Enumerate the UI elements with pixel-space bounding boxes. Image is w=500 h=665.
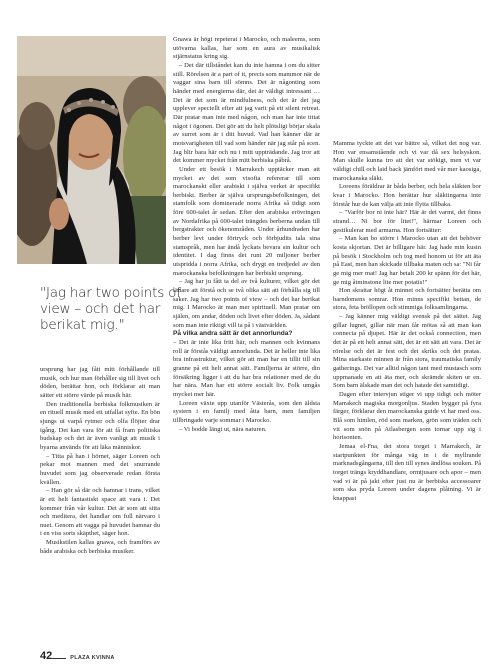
article-column-1 [40, 366, 160, 648]
paragraph: – Jag känner mig väldigt svensk på det sättet. Jag gillar lugnet, gillar när man får mötas så att man kan connecta på djupet. Här är det också connection, men det är på ett helt annat sätt, det är ett sätt att vara. Det är rörelse och det är fest och det skriks och det pratas. Mina starkaste minnen är från stora, traumatiska family gatherings. Det var alltid någon tant med mustasch som uppmanade en att äta mer, och skrämde skiten ur en. Som barn älskade man det och hatade det samtidigt. [333, 313, 481, 390]
paragraph: – Han gör så där och hamnar i trans, vilket är ett helt fantastiskt space att vara i. Det kommer från vår kultur. Det är som att sitta och meditera, det handlar om full närvaro i nuet. Genom att vagga på huvudet hamnar du i en viss sorts skäpthet, säger hon. [40, 487, 160, 538]
paragraph: ursprung har jag fått mitt förhållande till musik, och hur man förhåller sig till livet och döden, berättar hon, och förklarar att man sätter ett större värde på musik här. [40, 366, 160, 399]
paragraph: – Det är inte lika fritt här, och mannen och kvinnans roll är förstås väldigt annorlunda. Det är heller inte lika bra infrastruktur, vilket gör att man har en tillit till sin granne på ett helt annat sätt. Familjerna är större, din försäkring ligger i att du har bra relationer med de du har nära. Man har ett större socialt liv. Folk umgås mycket mer här. [173, 338, 320, 398]
paragraph: – Titta på han i hörnet, säger Loreen och pekar mot mannen med det snurrande huvudet som jag observerade redan första kvällen. [40, 452, 160, 486]
paragraph: Dagen efter intervjun stiger vi upp tidigt och möter Marrakech magiska morgonljus. Staden bygger på fyra färger, förklarar den marockanska guide vi har med oss. Blå som himlen, röd som marken, grön som träden och vit som snön på Atlasbergen som tornar upp sig i horisonten. [333, 391, 481, 442]
page-number: 42 [40, 650, 53, 662]
paragraph: Loreens föräldrar är båda berber, och hela släkten bor kvar i Marocko. Hon berättar hur släktingarna inte förstår hur de kan välja att inte flytta tillbaka. [333, 183, 481, 208]
paragraph: Gnawa är högt repeterat i Marocko, och maleems, som utövarna kallas, har som en aura av musikalisk stjärnstatus kring sig. [173, 36, 320, 61]
paragraph: Loreen växte upp utanför Västerås, som den äldsta systern i en familj med åtta barn, men familjen tillbringade varje sommar i Marocko. [173, 399, 320, 424]
article-column-2 [173, 36, 320, 642]
paragraph: – "Varför bor ni inte här? Här är det varmt, det finns strand… Ni bor för litet!", härmar Loreen och gestikulerar med armarna. Hon fortsätter: [333, 209, 481, 234]
paragraph: – Vi bodde längt ut, nära naturen. [179, 425, 267, 433]
paragraph: – Man kan bo större i Marocko utan att det behöver kosta skjortan. Det är billigare här. Jag hade min kusin på besök i Stockholm och tog med honom ut för att äta på East, men han skickade tillbaka maten och sa: "Ni får ge mig mer mat! Jag har betalt 200 kr spänn för det här, ge mig åtminstone lite mer potatis!" [333, 235, 481, 286]
article-column-3 [333, 140, 481, 645]
paragraph: Mamma tyckte att det var bättre så, vilket det nog var. Hon var ensamstående och vi var då sex helsyskon. Man skulle kunna tro att det var stökigt, men vi var väldigt chill och laid back jämfört med vår mer kaosiga, marockanska släkt. [333, 140, 481, 182]
divider [52, 658, 66, 659]
paragraph: Hon skrattar högt åt minnet och fortsätter berätta om barndomens somrar. Hon minns specifikt bettan, de stora, feta bröllopen och stimmiga folksamlingarna. [333, 287, 481, 312]
paragraph: – Det där tillståndet kan du inte hamna i om du sitter still. Rörelsen är a part of it, precis som mammor när de vaggar sina barn till sömns. Det är någonting som händer med energierna där, det är väldigt intressant …Det är det som är mindfulness, och det är det jag upplever speciellt efter att jag varit på ett silent retreat. Där pratar man inte med någon, och man har inte tittat något i ögonen. Det gör att du helt plötsligt börjar skala av surret som är i ditt huvud. Vad han känner där är motsvarigheten till vad som händer när jag står på scen. Jag blir bara här och nu i mitt uppträdande. Jag tror att det kommer mycket från mitt berbiska påbrå. [173, 61, 320, 165]
pull-quote: "Jag har two points of view – och det har berikat mig." [40, 285, 181, 333]
paragraph: Jemaa el-Fna, det stora torget i Marrakech, är startpunkten för många väg in i de myllrande marknadsgångarna, till den till synes ändlösa souken. På torget trängs kryddhandlare, ormtjusare och apor – men vad vi är på jakt efter just nu är berbiska accessoarer som ska pryda Loreen under dagens plåtning. Vi är knappast [333, 442, 481, 502]
publication-name: PLAZA KVINNA [70, 655, 115, 661]
paragraph: – Jag har ju fått ta del av två kulturer, vilket gör det lättare att förstå och se två olika sätt att förhålla sig till saker. Jag har two points of view – och det har berikat mig. I Marocko är man mer spirituell. Man pratar om själen, om andar, döden och livet efter döden. Ja, sådant som man inte riktigt vill ta på i västvärlden. [173, 278, 320, 329]
subheading: På vilka andra sätt är det annorlunda? [173, 330, 293, 338]
paragraph: Den traditionella berbiska folkmusiken är en rituell musik med ett utfallat syfte. En bön sjungs ut varpå rytmer och olfa flöjter drar igång. Det kan vara för att få fram politiska budskap och det är även vanligt att musik i byarna används för att läka människor. [40, 400, 160, 451]
portrait-photo [17, 36, 166, 264]
page-footer [40, 650, 115, 664]
paragraph: Musikstilen kallas gnawa, och framförs av både arabiska och berbiska musiker. [40, 539, 160, 555]
paragraph: Under ett besök i Marrakech upptäcker man att mycket av det som visofta refererar till som marockanskt eller arabiskt i själva verket är specifikt berbiskt. Berber är själva ursprungsbefolkningen, det stamfolk som dominerade norra Afrika så tidigt som före 600-talet år sedan. Efter den arabiska erövringen av Nordafrika på 600-talet trängdes berberna undan till bergstrakter och ökenområden. Under århundraden har berber levt under förtryck och förbjudits tala sina stamspråk, men har ändå lyckats bevara sin kultur och identitet. I dag finns det runt 20 miljoner berber utspridda i norra Afrika, och drygt en tredjedel av den marockanska befolkningen har berbiskt ursprung. [173, 165, 320, 277]
